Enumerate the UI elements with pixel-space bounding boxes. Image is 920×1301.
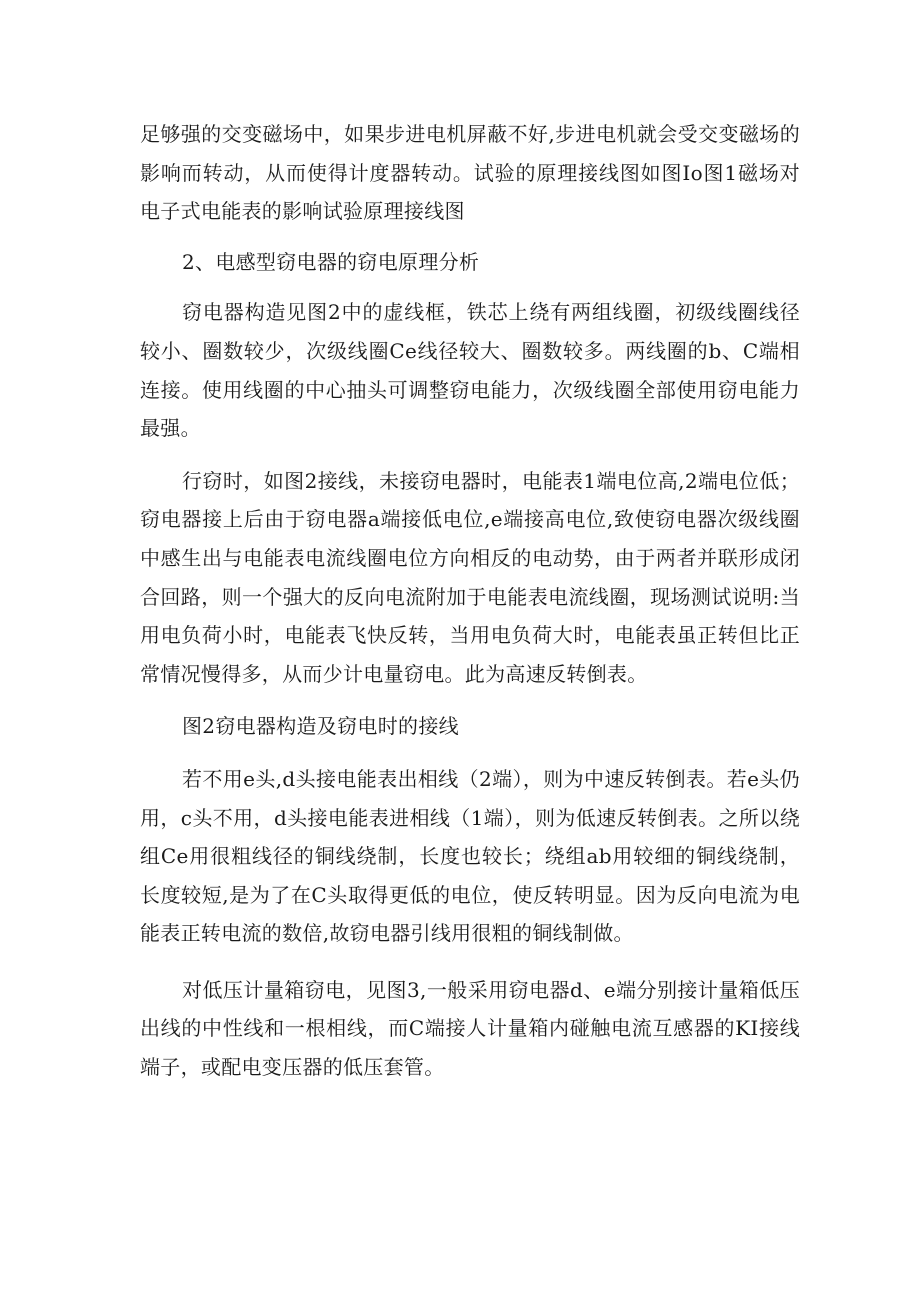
paragraph-theft-procedure: 行窃时，如图2接线，未接窃电器时，电能表1端电位高,2端电位低；窃电器接上后由于窃电器a端接低电位,e端接高电位,致使窃电器次级线圈中感生出与电能表电流线圈电位方向相反的电动势，由于两者并联形成闭合回路，则一个强大的反向电流附加于电能表电流线圈，现场测试说明:当用电负荷小时，电能表飞快反转，当用电负荷大时，电能表虽正转但比正常情况慢得多，从而少计电量窃电。此为高速反转倒表。 bbox=[140, 468, 800, 686]
paragraph-magnetic-field-test: 足够强的交变磁场中，如果步进电机屏蔽不好,步进电机就会受交变磁场的影响而转动，从而使得计度器转动。试验的原理接线图如图Io图1磁场对电子式电能表的影响试验原理接线图 bbox=[140, 122, 800, 224]
figure-2-caption: 图2窃电器构造及窃电时的接线 bbox=[182, 714, 459, 739]
paragraph-low-voltage-metering-box: 对低压计量箱窃电，见图3,一般采用窃电器d、e端分别接计量箱低压出线的中性线和一根相线，而C端接人计量箱内碰触电流互感器的KI接线端子，或配电变压器的低压套管。 bbox=[140, 977, 800, 1080]
section-heading-inductive-stealer: 2、电感型窃电器的窃电原理分析 bbox=[182, 249, 480, 274]
paragraph-medium-low-speed-reverse: 若不用e头,d头接电能表出相线（2端），则为中速反转倒表。若e头仍用，c头不用，d头接电能表进相线（1端），则为低速反转倒表。之所以绕组Ce用很粗线径的铜线绕制，长度也较长；绕组ab用较细的铜线绕制，长度较短,是为了在C头取得更低的电位，使反转明显。因为反向电流为电能表正转电流的数倍,故窃电器引线用很粗的铜线制做。 bbox=[140, 766, 800, 946]
document-page bbox=[140, 115, 800, 1087]
paragraph-stealer-construction: 窃电器构造见图2中的虚线框，铁芯上绕有两组线圈，初级线圈线径较小、圈数较少，次级线圈Ce线径较大、圈数较多。两线圈的b、C端相连接。使用线圈的中心抽头可调整窃电能力，次级线圈全部使用窃电能力最强。 bbox=[140, 300, 800, 441]
